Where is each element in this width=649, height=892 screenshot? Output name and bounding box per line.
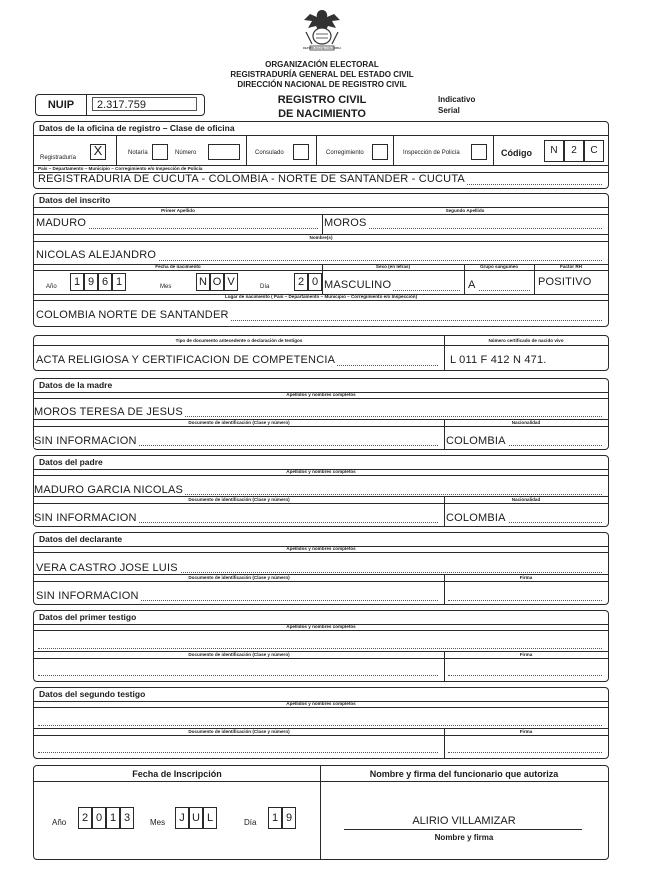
testigo2-firma-label: Firma xyxy=(519,729,533,734)
nuip-label: NUIP xyxy=(36,95,87,115)
nacimiento-mes-label: Mes xyxy=(160,284,172,290)
testigo2-doc-label: Documento de identificación (Clase y número) xyxy=(188,729,290,734)
padre-nac-label: Nacionalidad xyxy=(511,497,541,502)
inscripcion-title: Fecha de Inscripción xyxy=(132,769,222,779)
fecha-nacimiento-label: Fecha de nacimiento xyxy=(155,264,201,269)
declarante-nombres-value: VERA CASTRO JOSE LUIS xyxy=(36,562,178,574)
nuip-value: 2.317.759 xyxy=(92,97,197,111)
tipo-doc-value: ACTA RELIGIOSA Y CERTIFICACION DE COMPETENCIA xyxy=(36,354,336,366)
codigo-char-1 xyxy=(544,140,564,162)
oficina-lugar-label: País – Departamento – Municipio – Corregimiento e/o Inspección de Policía xyxy=(38,166,203,171)
nacimiento-ano-digit-4: 1 xyxy=(112,273,126,291)
padre-nac-value: COLOMBIA xyxy=(446,512,506,524)
doc-title-2: DE NACIMIENTO xyxy=(278,108,366,120)
inscripcion-dia-digit-1: 1 xyxy=(268,807,282,829)
inscripcion-mes-char-2: U xyxy=(189,807,203,829)
certificado-value: L 011 F 412 N 471. xyxy=(450,354,547,366)
inscripcion-ano-digit-2: 0 xyxy=(92,807,106,829)
funcionario-firma-label: Nombre y firma xyxy=(434,833,494,842)
testigo1-firma-label: Firma xyxy=(519,652,533,657)
testigo2-title: Datos del segundo testigo xyxy=(39,689,146,699)
inscripcion-mes-label: Mes xyxy=(150,818,166,827)
madre-doc-label: Documento de identificación (Clase y número) xyxy=(188,420,290,425)
numero-label: Número xyxy=(175,150,197,156)
numero-field[interactable] xyxy=(208,144,240,160)
corregimiento-option-label: Corregimiento xyxy=(326,150,364,156)
codigo-char-2 xyxy=(564,140,584,162)
registraduria-option-label: Registraduría xyxy=(40,155,77,161)
nombres-label: Nombre(s) xyxy=(309,235,333,240)
testigo2-panel xyxy=(33,687,609,759)
nacimiento-ano-digit-3: 6 xyxy=(98,273,112,291)
grupo-value: A xyxy=(468,279,476,291)
sexo-value: MASCULINO xyxy=(324,279,392,291)
codigo-label: Código xyxy=(501,148,532,158)
padre-doc-value: SIN INFORMACION xyxy=(34,512,137,524)
indicativo-label: Indicativo xyxy=(438,95,476,104)
testigo1-nombres-label: Apellidos y nombres completos xyxy=(286,624,356,629)
corregimiento-checkbox[interactable] xyxy=(372,144,388,160)
declarante-panel xyxy=(33,532,609,605)
consulado-checkbox[interactable] xyxy=(293,144,309,160)
registraduria-check-mark: X xyxy=(93,143,103,158)
inscripcion-mes-char-1: J xyxy=(175,807,189,829)
nacimiento-ano-digit-1: 1 xyxy=(70,273,84,291)
padre-panel xyxy=(33,455,609,527)
padre-nombres-value: MADURO GARCIA NICOLAS xyxy=(34,484,184,496)
registraduria-checkbox[interactable] xyxy=(90,144,106,160)
inscripcion-panel xyxy=(33,765,609,860)
codigo-char-3 xyxy=(584,140,604,162)
declarante-title: Datos del declarante xyxy=(39,534,123,544)
declarante-doc-label: Documento de identificación (Clase y número) xyxy=(188,575,290,580)
grupo-label: Grupo sanguíneo xyxy=(479,264,519,269)
declarante-firma-label: Firma xyxy=(519,575,533,580)
certificado-label: Número certificado de nacido vivo xyxy=(488,338,564,343)
codigo-char-1-text: N xyxy=(550,145,558,156)
nacimiento-mes-char-1: N xyxy=(196,273,210,291)
lugar-nacimiento-value: COLOMBIA NORTE DE SANTANDER xyxy=(36,309,229,321)
sexo-label: Sexo (en letras) xyxy=(375,264,411,269)
madre-title: Datos de la madre xyxy=(39,380,113,390)
madre-nac-value: COLOMBIA xyxy=(446,435,506,447)
madre-panel xyxy=(33,378,609,450)
notaria-option-label: Notaría xyxy=(128,150,148,156)
padre-title: Datos del padre xyxy=(39,457,103,467)
madre-nombres-value: MOROS TERESA DE JESUS xyxy=(34,406,183,418)
nacimiento-ano-label: Año xyxy=(46,284,57,290)
nombres-value: NICOLAS ALEJANDRO xyxy=(36,249,157,261)
padre-doc-label: Documento de identificación (Clase y número) xyxy=(188,497,290,502)
inscrito-title: Datos del inscrito xyxy=(39,195,111,205)
nacimiento-mes-char-3: V xyxy=(224,273,238,291)
testigo1-title: Datos del primer testigo xyxy=(39,612,137,622)
primer-apellido-label: Primer Apellido xyxy=(161,208,195,213)
tipo-doc-panel xyxy=(33,335,609,371)
funcionario-nombre: ALIRIO VILLAMIZAR xyxy=(412,815,516,827)
doc-title-1: REGISTRO CIVIL xyxy=(277,94,367,106)
tipo-doc-label: Tipo de documento antecedente o declaración de testigos xyxy=(175,338,303,343)
oficina-panel xyxy=(33,121,609,189)
inspeccion-option-label: Inspección de Policía xyxy=(403,150,460,156)
funcionario-title: Nombre y firma del funcionario que autoriza xyxy=(369,769,559,779)
inscripcion-ano-digit-3: 1 xyxy=(106,807,120,829)
primer-apellido-value: MADURO xyxy=(36,217,87,229)
testigo1-doc-label: Documento de identificación (Clase y número) xyxy=(188,652,290,657)
madre-nac-label: Nacionalidad xyxy=(511,420,541,425)
declarante-nombres-label: Apellidos y nombres completos xyxy=(286,546,356,551)
lugar-nacimiento-label: Lugar de nacimiento ( País – Departamento – Municipio – Corregimiento e/o Inspección) xyxy=(224,294,418,299)
nacimiento-mes-char-2: O xyxy=(210,273,224,291)
inscripcion-ano-digit-1: 2 xyxy=(78,807,92,829)
oficina-title: Datos de la oficina de registro – Clase de oficina xyxy=(39,123,235,133)
direccion-name: DIRECCIÓN NACIONAL DE REGISTRO CIVIL xyxy=(237,80,407,89)
madre-doc-value: SIN INFORMACION xyxy=(34,435,137,447)
testigo2-nombres-label: Apellidos y nombres completos xyxy=(286,701,356,706)
codigo-char-2-text: 2 xyxy=(571,145,577,156)
seal-text: REPUBLICA DE COLOMBIA xyxy=(302,46,342,50)
inscripcion-dia-digit-2: 9 xyxy=(282,807,296,829)
funcionario-signature-line xyxy=(344,829,582,830)
national-seal xyxy=(296,6,348,56)
inscripcion-dia-label: Día xyxy=(244,818,257,827)
segundo-apellido-label: Segundo Apellido xyxy=(445,208,485,213)
rh-value: POSITIVO xyxy=(538,276,592,288)
inscripcion-ano-digit-4: 3 xyxy=(120,807,134,829)
inscrito-panel xyxy=(33,193,609,327)
org-name: ORGANIZACIÓN ELECTORAL xyxy=(265,60,379,69)
oficina-lugar-value: REGISTRADURIA DE CUCUTA - COLOMBIA - NORTE DE SANTANDER - CUCUTA xyxy=(38,173,465,185)
madre-nombres-label: Apellidos y nombres completos xyxy=(286,392,356,397)
nacimiento-dia-label: Día xyxy=(260,284,270,290)
serial-label: Serial xyxy=(438,106,460,115)
inspeccion-checkbox[interactable] xyxy=(471,144,487,160)
segundo-apellido-value: MOROS xyxy=(324,217,367,229)
inscripcion-mes-char-3: L xyxy=(203,807,217,829)
nacimiento-dia-digit-2: 0 xyxy=(308,273,322,291)
testigo1-panel xyxy=(33,610,609,682)
nacimiento-ano-digit-2: 9 xyxy=(84,273,98,291)
nuip-box xyxy=(35,94,205,116)
padre-nombres-label: Apellidos y nombres completos xyxy=(286,469,356,474)
registraduria-name: REGISTRADURÍA GENERAL DEL ESTADO CIVIL xyxy=(230,70,414,79)
declarante-doc-value: SIN INFORMACION xyxy=(36,590,139,602)
inscripcion-ano-label: Año xyxy=(52,818,67,827)
consulado-option-label: Consulado xyxy=(255,150,284,156)
rh-label: Factor RH xyxy=(560,264,582,269)
codigo-char-3-text: C xyxy=(590,145,598,156)
nacimiento-dia-digit-1: 2 xyxy=(294,273,308,291)
notaria-checkbox[interactable] xyxy=(152,144,168,160)
